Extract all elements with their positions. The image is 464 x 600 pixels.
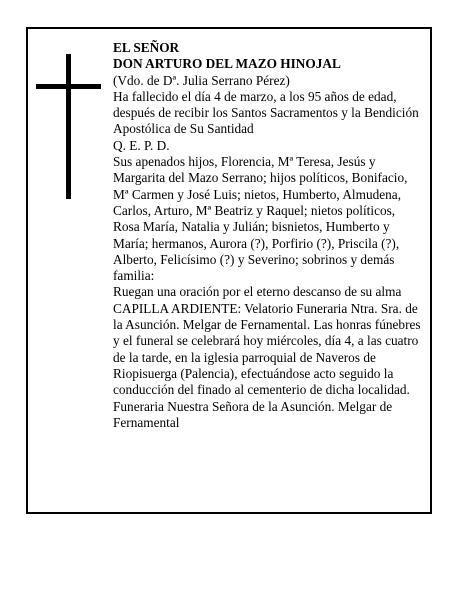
family-list: Sus apenados hijos, Florencia, Mª Teresa, Jesús y Margarita del Mazo Serrano; hijos políticos, Bonifacio, Mª Carmen y José Luis; nietos, Humberto, Almudena, Carlos, Arturo, Mª Beatriz y Raquel; nietos políticos, Rosa María, Natalia y Julián; bisnietos, Humberto y María; hermanos, Aurora (?), Porfirio (?), Priscila (?), Alberto, Felicísimo (?) y Severino; sobrinos y demás familia: [113, 154, 408, 284]
obituary-text [113, 40, 425, 431]
funeral-home: Funeraria Nuestra Señora de la Asunción. Melgar de Fernamental [113, 398, 393, 430]
cross-icon [36, 54, 101, 199]
deceased-name: DON ARTURO DEL MAZO HINOJAL [113, 56, 341, 72]
cross-horizontal-bar [36, 84, 101, 89]
obituary-frame [26, 27, 432, 514]
cross-vertical-bar [66, 54, 71, 199]
death-notice: Ha fallecido el día 4 de marzo, a los 95 años de edad, después de recibir los Santos Sacramentos y la Bendición Apostólica de Su Santidad [113, 88, 419, 137]
rip-line: Q. E. P. D. [113, 137, 170, 153]
widower-note: (Vdo. de Dª. Julia Serrano Pérez) [113, 72, 290, 88]
chapel-details: CAPILLA ARDIENTE: Velatorio Funeraria Ntra. Sra. de la Asunción. Melgar de Fernamental. Las honras fúnebres y el funeral se celebrará hoy miércoles, día 4, a las cuatro de la tarde, en la iglesia parroquial de Naveros de Riopisuerga (Palencia), efectuándose acto seguido la conducción del finado al cementerio de dicha localidad. [113, 300, 421, 398]
obituary-heading: EL SEÑOR [113, 40, 180, 55]
prayer-request: Ruegan una oración por el eterno descanso de su alma [113, 284, 402, 300]
